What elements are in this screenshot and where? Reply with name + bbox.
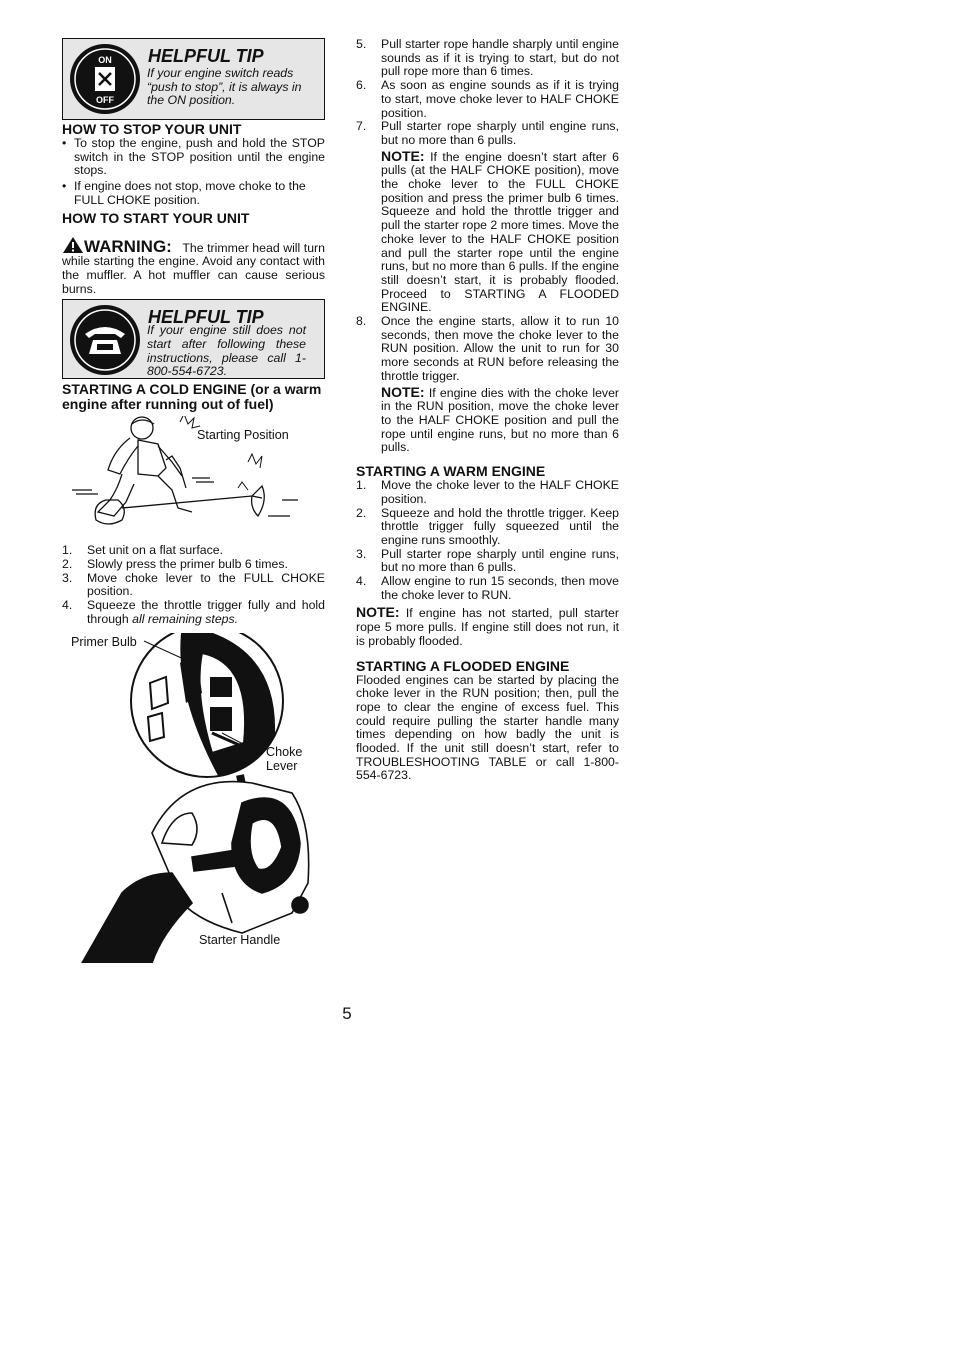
warning-text: The trimmer head will turn while starting the engine. Avoid any contact with the muffler. A hot muffler can cause serious burns. (62, 240, 325, 296)
stop-bullet-2: • If engine does not stop, move choke to the FULL CHOKE position. (62, 180, 325, 207)
warm-engine-heading: STARTING A WARM ENGINE (356, 463, 546, 480)
on-off-switch-icon (69, 43, 141, 115)
primer-choke-figure (62, 633, 325, 963)
right-column (356, 38, 619, 783)
page-number: 5 (342, 1004, 352, 1023)
icon-on-text: ON (98, 55, 112, 65)
step-number: 2. (356, 505, 367, 520)
step-text: Slowly press the primer bulb 6 times. (87, 557, 288, 572)
primer-bulb-label: Primer Bulb (71, 634, 137, 649)
cold-engine-steps (62, 544, 325, 626)
cold-step-3 (62, 572, 325, 599)
cold-step-2 (62, 558, 325, 572)
step-number: 7. (356, 119, 367, 134)
step-text: Once the engine starts, allow it to run 10 seconds, then move the choke lever to the RUN position. Allow the unit to run for 30 more seconds at RUN before releasing the throttle trigger. (381, 314, 619, 383)
cold-step-8 (356, 315, 619, 455)
starting-position-label: Starting Position (197, 428, 289, 443)
warning-triangle-icon (62, 236, 84, 254)
step-number: 1. (62, 543, 73, 558)
stop-heading: HOW TO STOP YOUR UNIT (62, 121, 242, 137)
note-label: NOTE: (381, 147, 425, 164)
helpful-tip-switch (62, 38, 325, 120)
left-column (62, 38, 325, 963)
warm-step-2 (356, 507, 619, 548)
start-heading: HOW TO START YOUR UNIT (62, 209, 250, 226)
warm-step-1 (356, 479, 619, 506)
starter-handle-label: Starter Handle (199, 932, 281, 947)
note-text: If engine has not started, pull starter rope 5 more pulls. If engine still does not run, it is probably flooded. (356, 606, 619, 648)
step-number: 5. (356, 37, 367, 51)
icon-off-text: OFF (96, 95, 114, 105)
cold-engine-heading: STARTING A COLD ENGINE (or a warm engine after running out of fuel) (62, 381, 322, 413)
warm-step-4 (356, 575, 619, 602)
warning-label: WARNING: (84, 236, 172, 256)
helpful-tip-phone (62, 299, 325, 379)
helpful-tip-title-2: HELPFUL TIP (148, 307, 264, 328)
note-label: NOTE: (356, 604, 400, 621)
step-text: As soon as engine sounds as if it is trying to start, move choke lever to HALF CHOKE position. (381, 78, 619, 120)
cold-step-1 (62, 544, 325, 558)
warning-paragraph (62, 236, 325, 297)
cold-step-4 (62, 599, 325, 626)
note-text: If engine dies with the choke lever in the RUN position, move the choke lever to the HALF CHOKE position and pull the rope until engine runs, but no more than 6 pulls. (381, 385, 620, 455)
step-text: Move choke lever to the FULL CHOKE position. (87, 570, 325, 599)
engine-controls-illustration (62, 633, 325, 963)
helpful-tip-text-2: If your engine still does not start after following these instructions, please call 1-800-554-6723. (147, 323, 306, 379)
step-text: Pull starter rope handle sharply until engine sounds as if it is trying to start, but do not pull rope more than 6 times. (381, 37, 619, 79)
step-number: 2. (62, 557, 73, 572)
helpful-tip-text: If your engine switch reads “push to stop”, it is always in the ON position. (147, 66, 302, 108)
cold-step-6 (356, 79, 619, 120)
warm-step-3 (356, 548, 619, 575)
step-number: 1. (356, 478, 367, 493)
note-label: NOTE: (381, 383, 425, 400)
step-number: 4. (62, 598, 73, 613)
step-text-italic: all remaining steps. (132, 611, 239, 626)
step-number: 4. (356, 574, 367, 589)
starting-position-figure (62, 416, 325, 536)
cold-step-5 (356, 38, 619, 79)
step-number: 6. (356, 78, 367, 93)
step-text: Pull starter rope sharply until engine runs, but no more than 6 pulls. (381, 546, 619, 575)
step-8-note (381, 383, 620, 456)
helpful-tip-title: HELPFUL TIP (148, 46, 264, 66)
choke-label-line-1: Choke (266, 744, 303, 759)
choke-label-line-2: Lever (266, 758, 298, 773)
step-text: Squeeze the throttle trigger fully and hold through (87, 598, 325, 626)
step-number: 3. (62, 570, 73, 585)
cold-step-7 (356, 120, 619, 315)
step-text: Set unit on a flat surface. (87, 543, 224, 558)
telephone-icon (69, 304, 141, 376)
step-number: 3. (356, 546, 367, 561)
warm-note (356, 606, 619, 648)
step-text: Allow engine to run 15 seconds, then move the choke lever to RUN. (381, 574, 619, 602)
step-text: Move the choke lever to the HALF CHOKE position. (381, 478, 619, 506)
step-number: 8. (356, 314, 367, 329)
flooded-engine-heading: STARTING A FLOODED ENGINE (356, 657, 570, 674)
note-text: If the engine doesn’t start after 6 pulls (at the HALF CHOKE position), move the choke lever to the FULL CHOKE position and press the primer bulb 6 times. Squeeze and hold the throttle trigger and pull the starter rope 2 more times. Move the choke lever to the HALF CHOKE position and pull the starter rope until the engine runs, but no more than 6 pulls. If the engine still doesn’t start, it is probably flooded. Proceed to STARTING A FLOODED ENGINE. (381, 149, 619, 315)
stop-bullet-1: • To stop the engine, push and hold the STOP switch in the STOP position until the engine stops. (62, 137, 325, 178)
step-text: Pull starter rope sharply until engine runs, but no more than 6 pulls. (381, 119, 619, 147)
choke-lever-label (266, 745, 302, 773)
step-7-note (381, 147, 619, 315)
flooded-engine-text: Flooded engines can be started by placing the choke lever in the RUN position; then, pull the rope to clear the engine of excess fuel. This could require pulling the starter handle many times depending on how badly the unit is flooded. If the unit still doesn’t start, refer to TROUBLESHOOTING TABLE or call 1-800-554-6723. (356, 672, 619, 783)
step-text: Squeeze and hold the throttle trigger. Keep throttle trigger fully squeezed until the engine runs smoothly. (381, 505, 619, 547)
